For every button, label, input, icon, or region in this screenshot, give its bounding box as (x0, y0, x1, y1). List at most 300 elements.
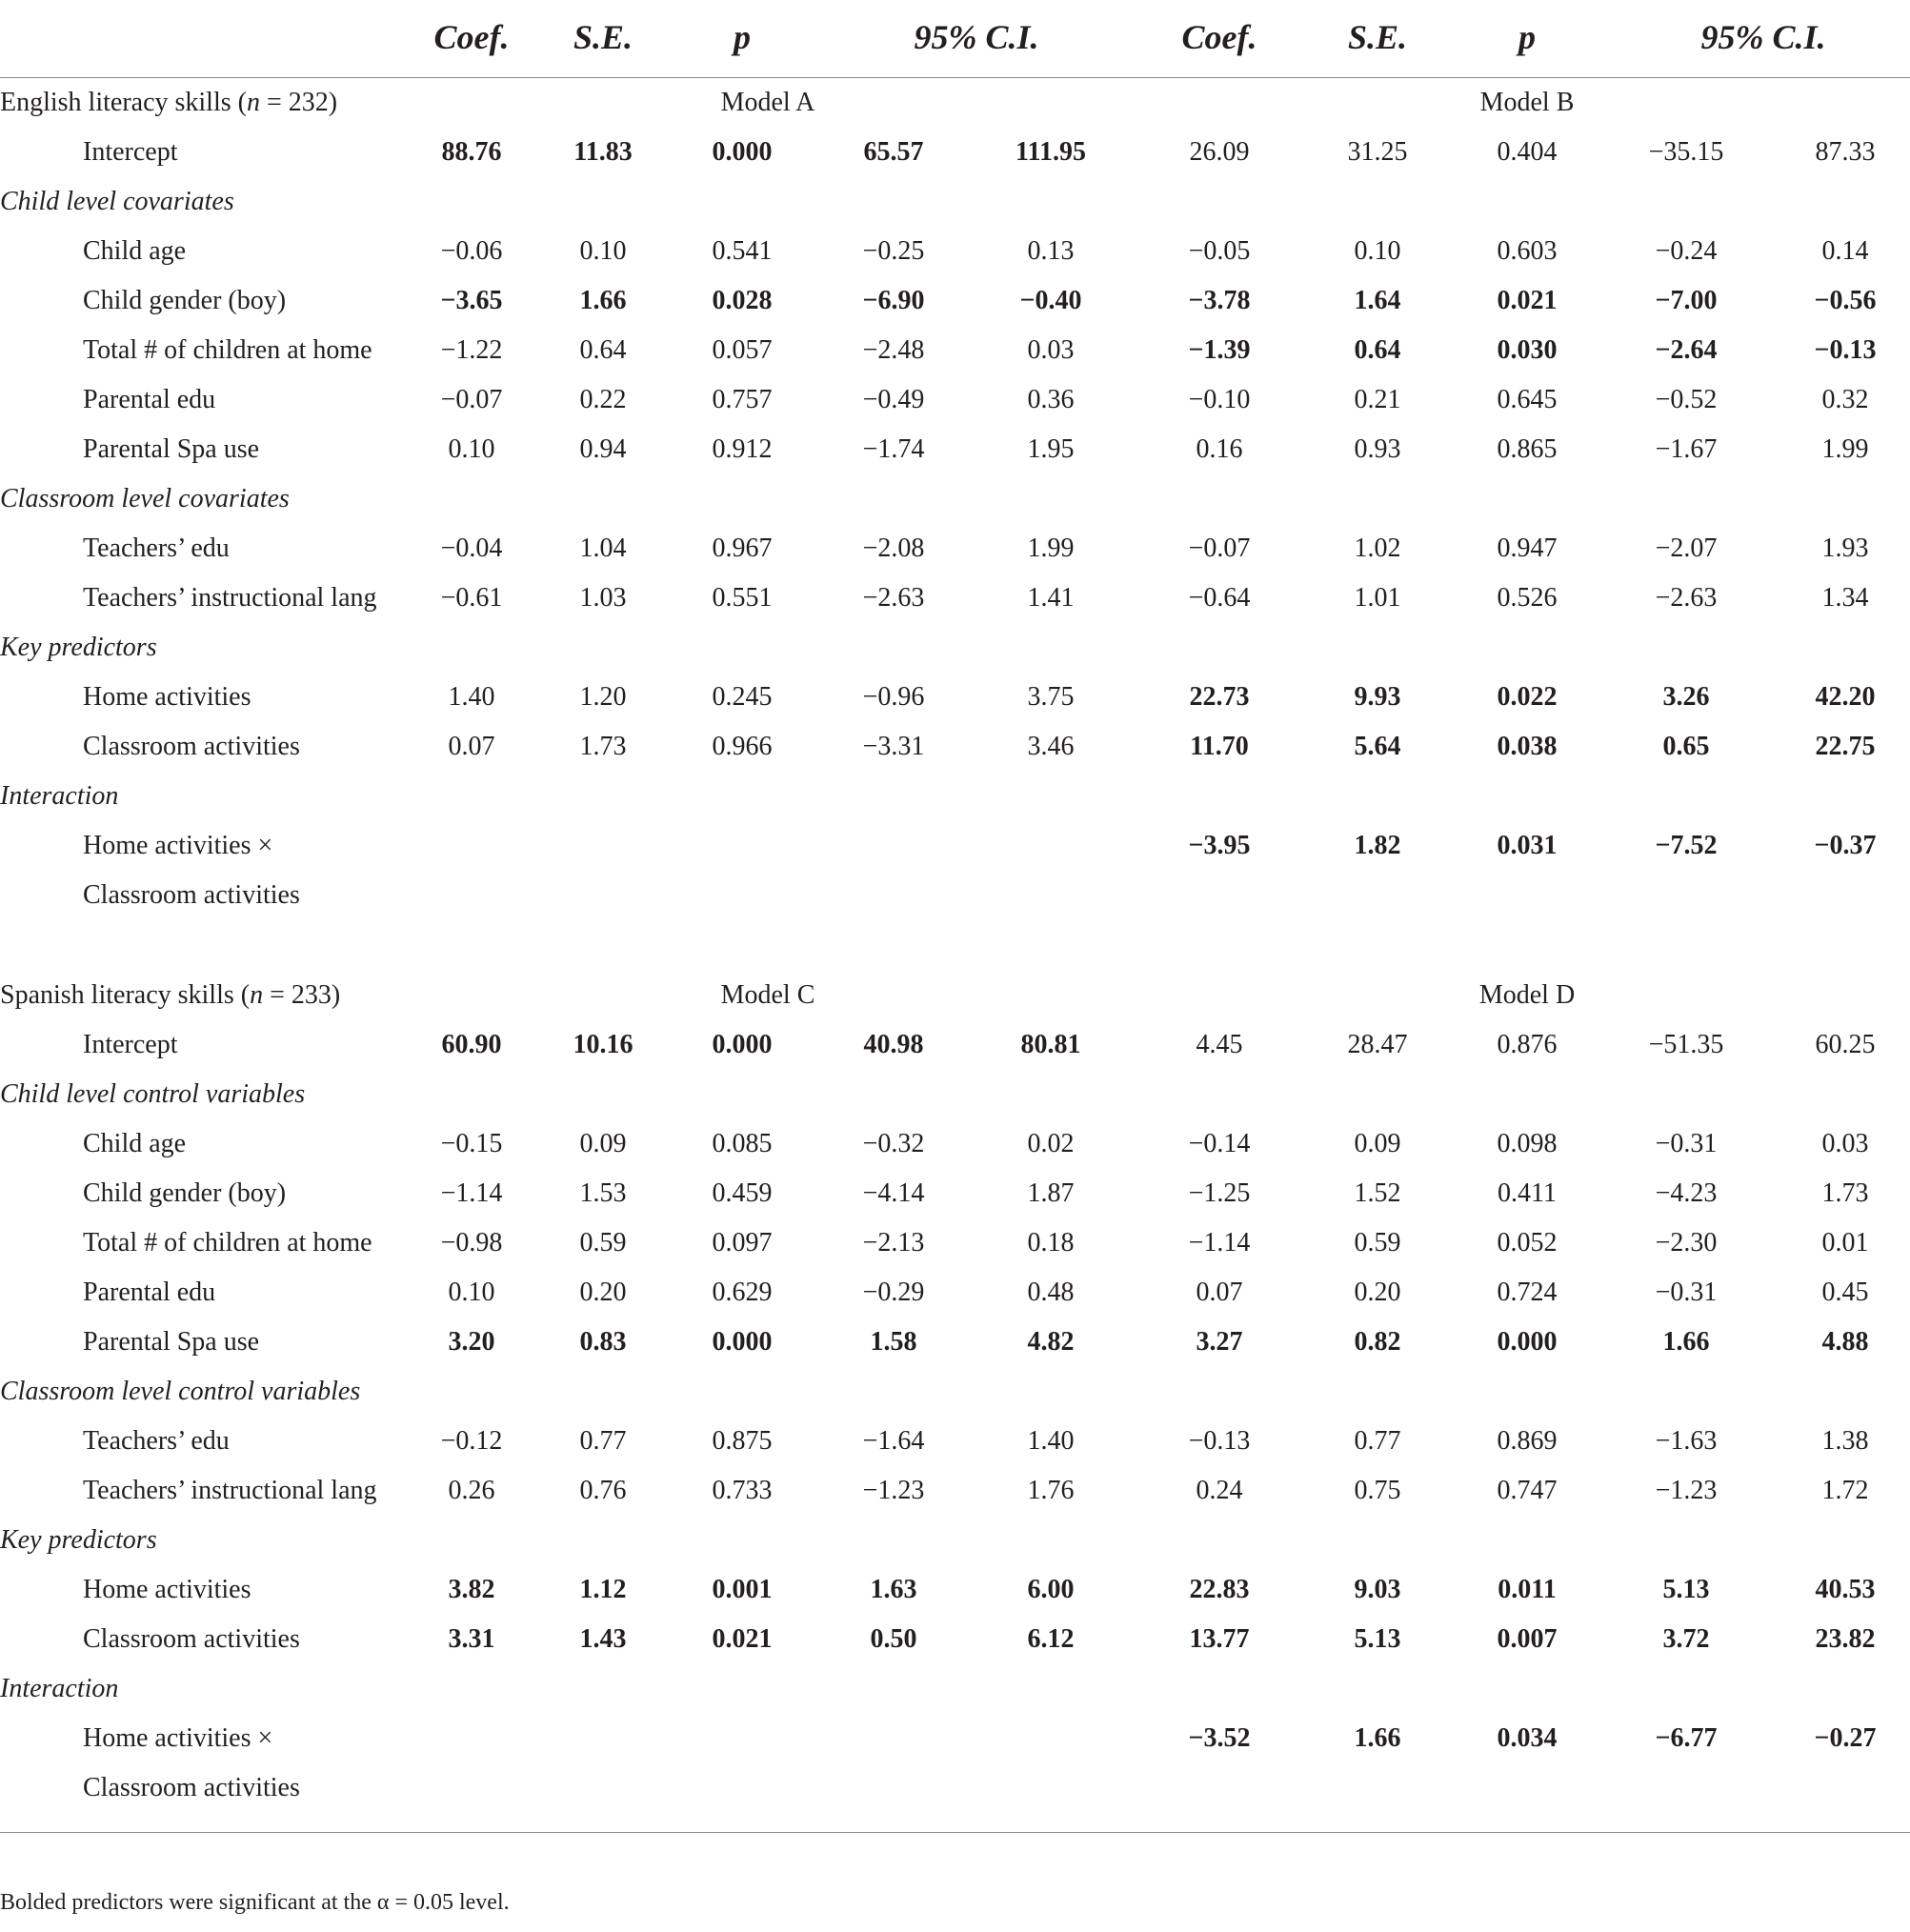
cell-value: 1.73 (579, 732, 627, 761)
cell-value: 1.40 (1027, 1426, 1075, 1456)
cell-value: 0.94 (579, 434, 627, 464)
table-row (0, 1218, 1910, 1268)
cell-value: 13.77 (1189, 1624, 1250, 1654)
category-label: Key predictors (0, 1525, 157, 1555)
cell-value: 0.876 (1497, 1030, 1558, 1059)
row-label: Home activities × (83, 831, 273, 860)
cell-value: 0.724 (1497, 1278, 1558, 1307)
cell-value: 60.25 (1815, 1030, 1876, 1059)
row-label: Total # of children at home (83, 1228, 372, 1258)
cell-value: −1.39 (1188, 335, 1251, 365)
cell-value: 1.04 (579, 533, 627, 563)
cell-value: −2.13 (862, 1228, 925, 1258)
cell-value: 31.25 (1347, 137, 1408, 167)
table-row (0, 1466, 1910, 1516)
cell-value: −0.04 (440, 533, 503, 563)
cell-value: 0.629 (712, 1278, 773, 1307)
cell-value: 1.66 (579, 286, 627, 315)
cell-value: −0.29 (862, 1278, 925, 1307)
cell-value: 0.459 (712, 1178, 773, 1208)
cell-value: 1.63 (870, 1575, 917, 1604)
cell-value: 40.98 (863, 1030, 924, 1059)
cell-value: 5.64 (1354, 732, 1401, 761)
cell-value: −2.63 (862, 583, 925, 613)
cell-value: 0.59 (1354, 1228, 1401, 1258)
cell-value: 0.45 (1821, 1278, 1869, 1307)
cell-value: 1.12 (579, 1575, 627, 1604)
cell-value: 65.57 (863, 137, 924, 167)
section-title-text: Spanish literacy skills ( (0, 980, 251, 1010)
table-row (0, 722, 1910, 772)
cell-value: −3.78 (1188, 286, 1251, 315)
n-symbol: n (246, 88, 260, 117)
table-row (0, 871, 1910, 920)
section-title (0, 980, 340, 1011)
cell-value: 0.967 (712, 533, 773, 563)
table-row (0, 375, 1910, 425)
cell-value: 23.82 (1815, 1624, 1876, 1654)
cell-value: −0.40 (1019, 286, 1082, 315)
cell-value: 0.09 (1354, 1129, 1401, 1158)
cell-value: 28.47 (1347, 1030, 1408, 1059)
cell-value: 1.82 (1354, 831, 1401, 860)
cell-value: 0.021 (1497, 286, 1558, 315)
category-row (0, 772, 1910, 821)
cell-value: 0.000 (712, 1327, 773, 1357)
row-label: Child age (83, 1129, 187, 1158)
cell-value: 0.000 (1497, 1327, 1558, 1357)
cell-value: 0.057 (712, 335, 773, 365)
model-label-left: Model A (720, 88, 815, 117)
cell-value: 0.645 (1497, 385, 1558, 414)
cell-value: 0.18 (1027, 1228, 1075, 1258)
cell-value: 0.64 (579, 335, 627, 365)
cell-value: 1.87 (1027, 1178, 1075, 1208)
cell-value: 0.028 (712, 286, 773, 315)
category-label: Interaction (0, 781, 119, 811)
cell-value: −0.25 (862, 236, 925, 266)
cell-value: 0.603 (1497, 236, 1558, 266)
header-p-b: p (1518, 18, 1536, 56)
cell-value: 4.45 (1196, 1030, 1243, 1059)
cell-value: 4.82 (1027, 1327, 1075, 1357)
cell-value: 87.33 (1815, 137, 1876, 167)
cell-value: 0.947 (1497, 533, 1558, 563)
cell-value: 0.76 (579, 1476, 627, 1505)
table-row (0, 524, 1910, 574)
model-label-right: Model D (1478, 980, 1576, 1010)
category-label: Child level covariates (0, 187, 234, 216)
cell-value: 0.10 (448, 1278, 495, 1307)
cell-value: 0.21 (1354, 385, 1401, 414)
header-coef-a: Coef. (433, 18, 510, 56)
cell-value: 1.95 (1027, 434, 1075, 464)
section-title-row (0, 78, 1910, 128)
cell-value: 0.034 (1497, 1723, 1558, 1753)
cell-value: 0.77 (579, 1426, 627, 1456)
cell-value: 6.00 (1027, 1575, 1075, 1604)
cell-value: 1.02 (1354, 533, 1401, 563)
category-row (0, 1664, 1910, 1714)
cell-value: 40.53 (1815, 1575, 1876, 1604)
row-label: Teachers’ instructional lang (83, 583, 377, 613)
cell-value: 1.99 (1821, 434, 1869, 464)
table-row (0, 1020, 1910, 1070)
cell-value: 0.77 (1354, 1426, 1401, 1456)
cell-value: −2.07 (1655, 533, 1718, 563)
table-body (0, 78, 1910, 1813)
row-label: Classroom activities (83, 880, 300, 910)
model-label-right: Model B (1479, 88, 1575, 117)
cell-value: −2.63 (1655, 583, 1718, 613)
category-row (0, 177, 1910, 227)
cell-value: −0.12 (440, 1426, 503, 1456)
row-label: Teachers’ edu (83, 1426, 230, 1456)
n-value: = 232) (259, 88, 338, 117)
cell-value: −0.15 (440, 1129, 503, 1158)
cell-value: 0.869 (1497, 1426, 1558, 1456)
table-header (0, 0, 1910, 78)
cell-value: −1.14 (440, 1178, 503, 1208)
cell-value: 1.66 (1662, 1327, 1710, 1357)
cell-value: 0.10 (579, 236, 627, 266)
cell-value: 0.865 (1497, 434, 1558, 464)
cell-value: −0.31 (1655, 1129, 1718, 1158)
section-title (0, 88, 337, 118)
table-row (0, 128, 1910, 177)
cell-value: 1.99 (1027, 533, 1075, 563)
cell-value: 3.72 (1662, 1624, 1710, 1654)
cell-value: 0.000 (712, 1030, 773, 1059)
cell-value: 0.10 (1354, 236, 1401, 266)
table-row (0, 1763, 1910, 1813)
cell-value: 0.07 (1196, 1278, 1243, 1307)
row-label: Home activities × (83, 1723, 273, 1753)
cell-value: −0.98 (440, 1228, 503, 1258)
cell-value: 0.757 (712, 385, 773, 414)
category-row (0, 1070, 1910, 1119)
header-coef-b: Coef. (1181, 18, 1257, 56)
cell-value: 3.75 (1027, 682, 1075, 712)
cell-value: 3.26 (1662, 682, 1710, 712)
row-label: Parental edu (83, 385, 216, 414)
cell-value: −2.08 (862, 533, 925, 563)
table-row (0, 276, 1910, 326)
cell-value: 0.000 (712, 137, 773, 167)
header-ci-a: 95% C.I. (914, 18, 1039, 56)
table-row (0, 1119, 1910, 1169)
cell-value: 0.22 (579, 385, 627, 414)
cell-value: 0.75 (1354, 1476, 1401, 1505)
cell-value: 0.59 (579, 1228, 627, 1258)
row-label: Intercept (83, 1030, 178, 1059)
category-label: Interaction (0, 1674, 119, 1703)
cell-value: −0.37 (1814, 831, 1877, 860)
cell-value: 4.88 (1821, 1327, 1869, 1357)
cell-value: 1.72 (1821, 1476, 1869, 1505)
cell-value: 0.20 (1354, 1278, 1401, 1307)
cell-value: −1.14 (1188, 1228, 1251, 1258)
cell-value: 0.36 (1027, 385, 1075, 414)
cell-value: −1.64 (862, 1426, 925, 1456)
cell-value: 60.90 (441, 1030, 502, 1059)
cell-value: 0.50 (870, 1624, 917, 1654)
cell-value: 111.95 (1015, 137, 1086, 167)
cell-value: 0.10 (448, 434, 495, 464)
cell-value: −35.15 (1648, 137, 1724, 167)
row-label: Child gender (boy) (83, 286, 287, 315)
cell-value: 0.052 (1497, 1228, 1558, 1258)
table-row (0, 1169, 1910, 1218)
cell-value: 1.34 (1821, 583, 1869, 613)
cell-value: 0.13 (1027, 236, 1075, 266)
cell-value: −2.64 (1655, 335, 1718, 365)
cell-value: 5.13 (1662, 1575, 1710, 1604)
cell-value: 22.83 (1189, 1575, 1250, 1604)
cell-value: 0.24 (1196, 1476, 1243, 1505)
cell-value: 1.20 (579, 682, 627, 712)
table-row (0, 574, 1910, 623)
cell-value: 6.12 (1027, 1624, 1075, 1654)
cell-value: 0.01 (1821, 1228, 1869, 1258)
category-row (0, 474, 1910, 524)
n-value: = 233) (263, 980, 341, 1010)
cell-value: 22.75 (1815, 732, 1876, 761)
category-label: Classroom level covariates (0, 484, 290, 513)
cell-value: 0.93 (1354, 434, 1401, 464)
cell-value: 3.46 (1027, 732, 1075, 761)
cell-value: 0.404 (1497, 137, 1558, 167)
table-row (0, 326, 1910, 375)
cell-value: 3.31 (448, 1624, 495, 1654)
row-label: Parental edu (83, 1278, 216, 1307)
cell-value: 0.02 (1027, 1129, 1075, 1158)
cell-value: 0.098 (1497, 1129, 1558, 1158)
cell-value: −0.13 (1814, 335, 1877, 365)
cell-value: 1.52 (1354, 1178, 1401, 1208)
cell-value: 1.03 (579, 583, 627, 613)
cell-value: −0.96 (862, 682, 925, 712)
row-label: Classroom activities (83, 732, 300, 761)
cell-value: 0.48 (1027, 1278, 1075, 1307)
cell-value: −51.35 (1648, 1030, 1724, 1059)
cell-value: 3.27 (1196, 1327, 1243, 1357)
cell-value: −6.90 (862, 286, 925, 315)
cell-value: −4.14 (862, 1178, 925, 1208)
cell-value: −0.24 (1655, 236, 1718, 266)
cell-value: 0.030 (1497, 335, 1558, 365)
cell-value: 0.733 (712, 1476, 773, 1505)
section-gap (0, 920, 1910, 971)
cell-value: 0.541 (712, 236, 773, 266)
cell-value: −0.49 (862, 385, 925, 414)
cell-value: 1.66 (1354, 1723, 1401, 1753)
cell-value: −0.05 (1188, 236, 1251, 266)
cell-value: −0.14 (1188, 1129, 1251, 1158)
table-row (0, 1417, 1910, 1466)
cell-value: −0.07 (1188, 533, 1251, 563)
row-label: Home activities (83, 682, 251, 712)
category-label: Classroom level control variables (0, 1377, 361, 1406)
cell-value: −1.22 (440, 335, 503, 365)
cell-value: 0.14 (1821, 236, 1869, 266)
cell-value: −0.27 (1814, 1723, 1877, 1753)
row-label: Parental Spa use (83, 1327, 260, 1357)
table-row (0, 1714, 1910, 1763)
category-label: Key predictors (0, 633, 157, 662)
cell-value: 0.64 (1354, 335, 1401, 365)
row-label: Parental Spa use (83, 434, 260, 464)
cell-value: −1.63 (1655, 1426, 1718, 1456)
cell-value: 3.20 (448, 1327, 495, 1357)
cell-value: 0.747 (1497, 1476, 1558, 1505)
cell-value: 0.07 (448, 732, 495, 761)
category-label: Child level control variables (0, 1079, 306, 1109)
cell-value: 9.93 (1354, 682, 1401, 712)
cell-value: 5.13 (1354, 1624, 1401, 1654)
table-row (0, 1268, 1910, 1318)
cell-value: 0.875 (712, 1426, 773, 1456)
row-label: Classroom activities (83, 1773, 300, 1802)
table-row (0, 1565, 1910, 1615)
cell-value: 0.26 (448, 1476, 495, 1505)
category-row (0, 623, 1910, 673)
section-title-row (0, 971, 1910, 1020)
cell-value: −4.23 (1655, 1178, 1718, 1208)
cell-value: 0.411 (1498, 1178, 1557, 1208)
cell-value: 1.38 (1821, 1426, 1869, 1456)
category-row (0, 1367, 1910, 1417)
cell-value: 0.82 (1354, 1327, 1401, 1357)
cell-value: −3.52 (1188, 1723, 1251, 1753)
row-label: Child gender (boy) (83, 1178, 287, 1208)
cell-value: 9.03 (1354, 1575, 1401, 1604)
cell-value: 1.01 (1354, 583, 1401, 613)
section-title-text: English literacy skills ( (0, 88, 247, 117)
table-row (0, 1615, 1910, 1664)
table-row (0, 1318, 1910, 1367)
cell-value: 0.966 (712, 732, 773, 761)
cell-value: −0.07 (440, 385, 503, 414)
cell-value: −6.77 (1655, 1723, 1718, 1753)
header-p-a: p (734, 18, 751, 56)
cell-value: −0.32 (862, 1129, 925, 1158)
table-row (0, 425, 1910, 474)
cell-value: 0.526 (1497, 583, 1558, 613)
cell-value: 0.022 (1497, 682, 1558, 712)
cell-value: −1.74 (862, 434, 925, 464)
cell-value: −0.56 (1814, 286, 1877, 315)
cell-value: 0.65 (1662, 732, 1710, 761)
cell-value: 1.76 (1027, 1476, 1075, 1505)
cell-value: 0.011 (1498, 1575, 1557, 1604)
cell-value: 1.93 (1821, 533, 1869, 563)
cell-value: 0.001 (712, 1575, 773, 1604)
model-label-left: Model C (720, 980, 815, 1010)
cell-value: 26.09 (1189, 137, 1250, 167)
cell-value: 0.912 (712, 434, 773, 464)
cell-value: −2.48 (862, 335, 925, 365)
cell-value: 0.20 (579, 1278, 627, 1307)
cell-value: −0.13 (1188, 1426, 1251, 1456)
cell-value: 0.16 (1196, 434, 1243, 464)
row-label: Home activities (83, 1575, 251, 1604)
cell-value: −3.31 (862, 732, 925, 761)
header-se-b: S.E. (1347, 18, 1408, 56)
cell-value: 0.085 (712, 1129, 773, 1158)
row-label: Total # of children at home (83, 335, 372, 365)
n-symbol: n (250, 980, 264, 1010)
row-label: Child age (83, 236, 187, 266)
cell-value: 0.03 (1821, 1129, 1869, 1158)
cell-value: 1.53 (579, 1178, 627, 1208)
cell-value: 0.245 (712, 682, 773, 712)
cell-value: 1.73 (1821, 1178, 1869, 1208)
cell-value: −0.06 (440, 236, 503, 266)
cell-value: −1.25 (1188, 1178, 1251, 1208)
table-row (0, 673, 1910, 722)
cell-value: −0.61 (440, 583, 503, 613)
cell-value: −1.23 (1655, 1476, 1718, 1505)
cell-value: −0.31 (1655, 1278, 1718, 1307)
cell-value: −7.00 (1655, 286, 1718, 315)
cell-value: −0.64 (1188, 583, 1251, 613)
category-row (0, 1516, 1910, 1565)
cell-value: 0.551 (712, 583, 773, 613)
cell-value: 80.81 (1020, 1030, 1081, 1059)
bottom-rule (0, 1832, 1910, 1833)
cell-value: −1.67 (1655, 434, 1718, 464)
cell-value: −3.95 (1188, 831, 1251, 860)
cell-value: 0.031 (1497, 831, 1558, 860)
cell-value: −0.52 (1655, 385, 1718, 414)
cell-value: −2.30 (1655, 1228, 1718, 1258)
table-row (0, 821, 1910, 871)
cell-value: 1.40 (448, 682, 495, 712)
cell-value: −7.52 (1655, 831, 1718, 860)
header-ci-b: 95% C.I. (1700, 18, 1826, 56)
cell-value: 42.20 (1815, 682, 1876, 712)
cell-value: 0.021 (712, 1624, 773, 1654)
cell-value: 0.09 (579, 1129, 627, 1158)
table-footnote: Bolded predictors were significant at the α = 0.05 level. (0, 1890, 510, 1915)
cell-value: −1.23 (862, 1476, 925, 1505)
cell-value: 1.43 (579, 1624, 627, 1654)
cell-value: −0.10 (1188, 385, 1251, 414)
cell-value: 0.03 (1027, 335, 1075, 365)
cell-value: 0.038 (1497, 732, 1558, 761)
cell-value: 1.64 (1354, 286, 1401, 315)
cell-value: −3.65 (440, 286, 503, 315)
row-label: Classroom activities (83, 1624, 300, 1654)
cell-value: 0.32 (1821, 385, 1869, 414)
cell-value: 11.70 (1190, 732, 1249, 761)
table-row (0, 227, 1910, 276)
row-label: Teachers’ instructional lang (83, 1476, 377, 1505)
cell-value: 88.76 (441, 137, 502, 167)
cell-value: 0.097 (712, 1228, 773, 1258)
cell-value: 1.58 (870, 1327, 917, 1357)
cell-value: 10.16 (573, 1030, 633, 1059)
cell-value: 11.83 (573, 137, 633, 167)
row-label: Intercept (83, 137, 178, 167)
cell-value: 3.82 (448, 1575, 495, 1604)
cell-value: 0.007 (1497, 1624, 1558, 1654)
row-label: Teachers’ edu (83, 533, 230, 563)
cell-value: 22.73 (1189, 682, 1250, 712)
cell-value: 1.41 (1027, 583, 1075, 613)
cell-value: 0.83 (579, 1327, 627, 1357)
